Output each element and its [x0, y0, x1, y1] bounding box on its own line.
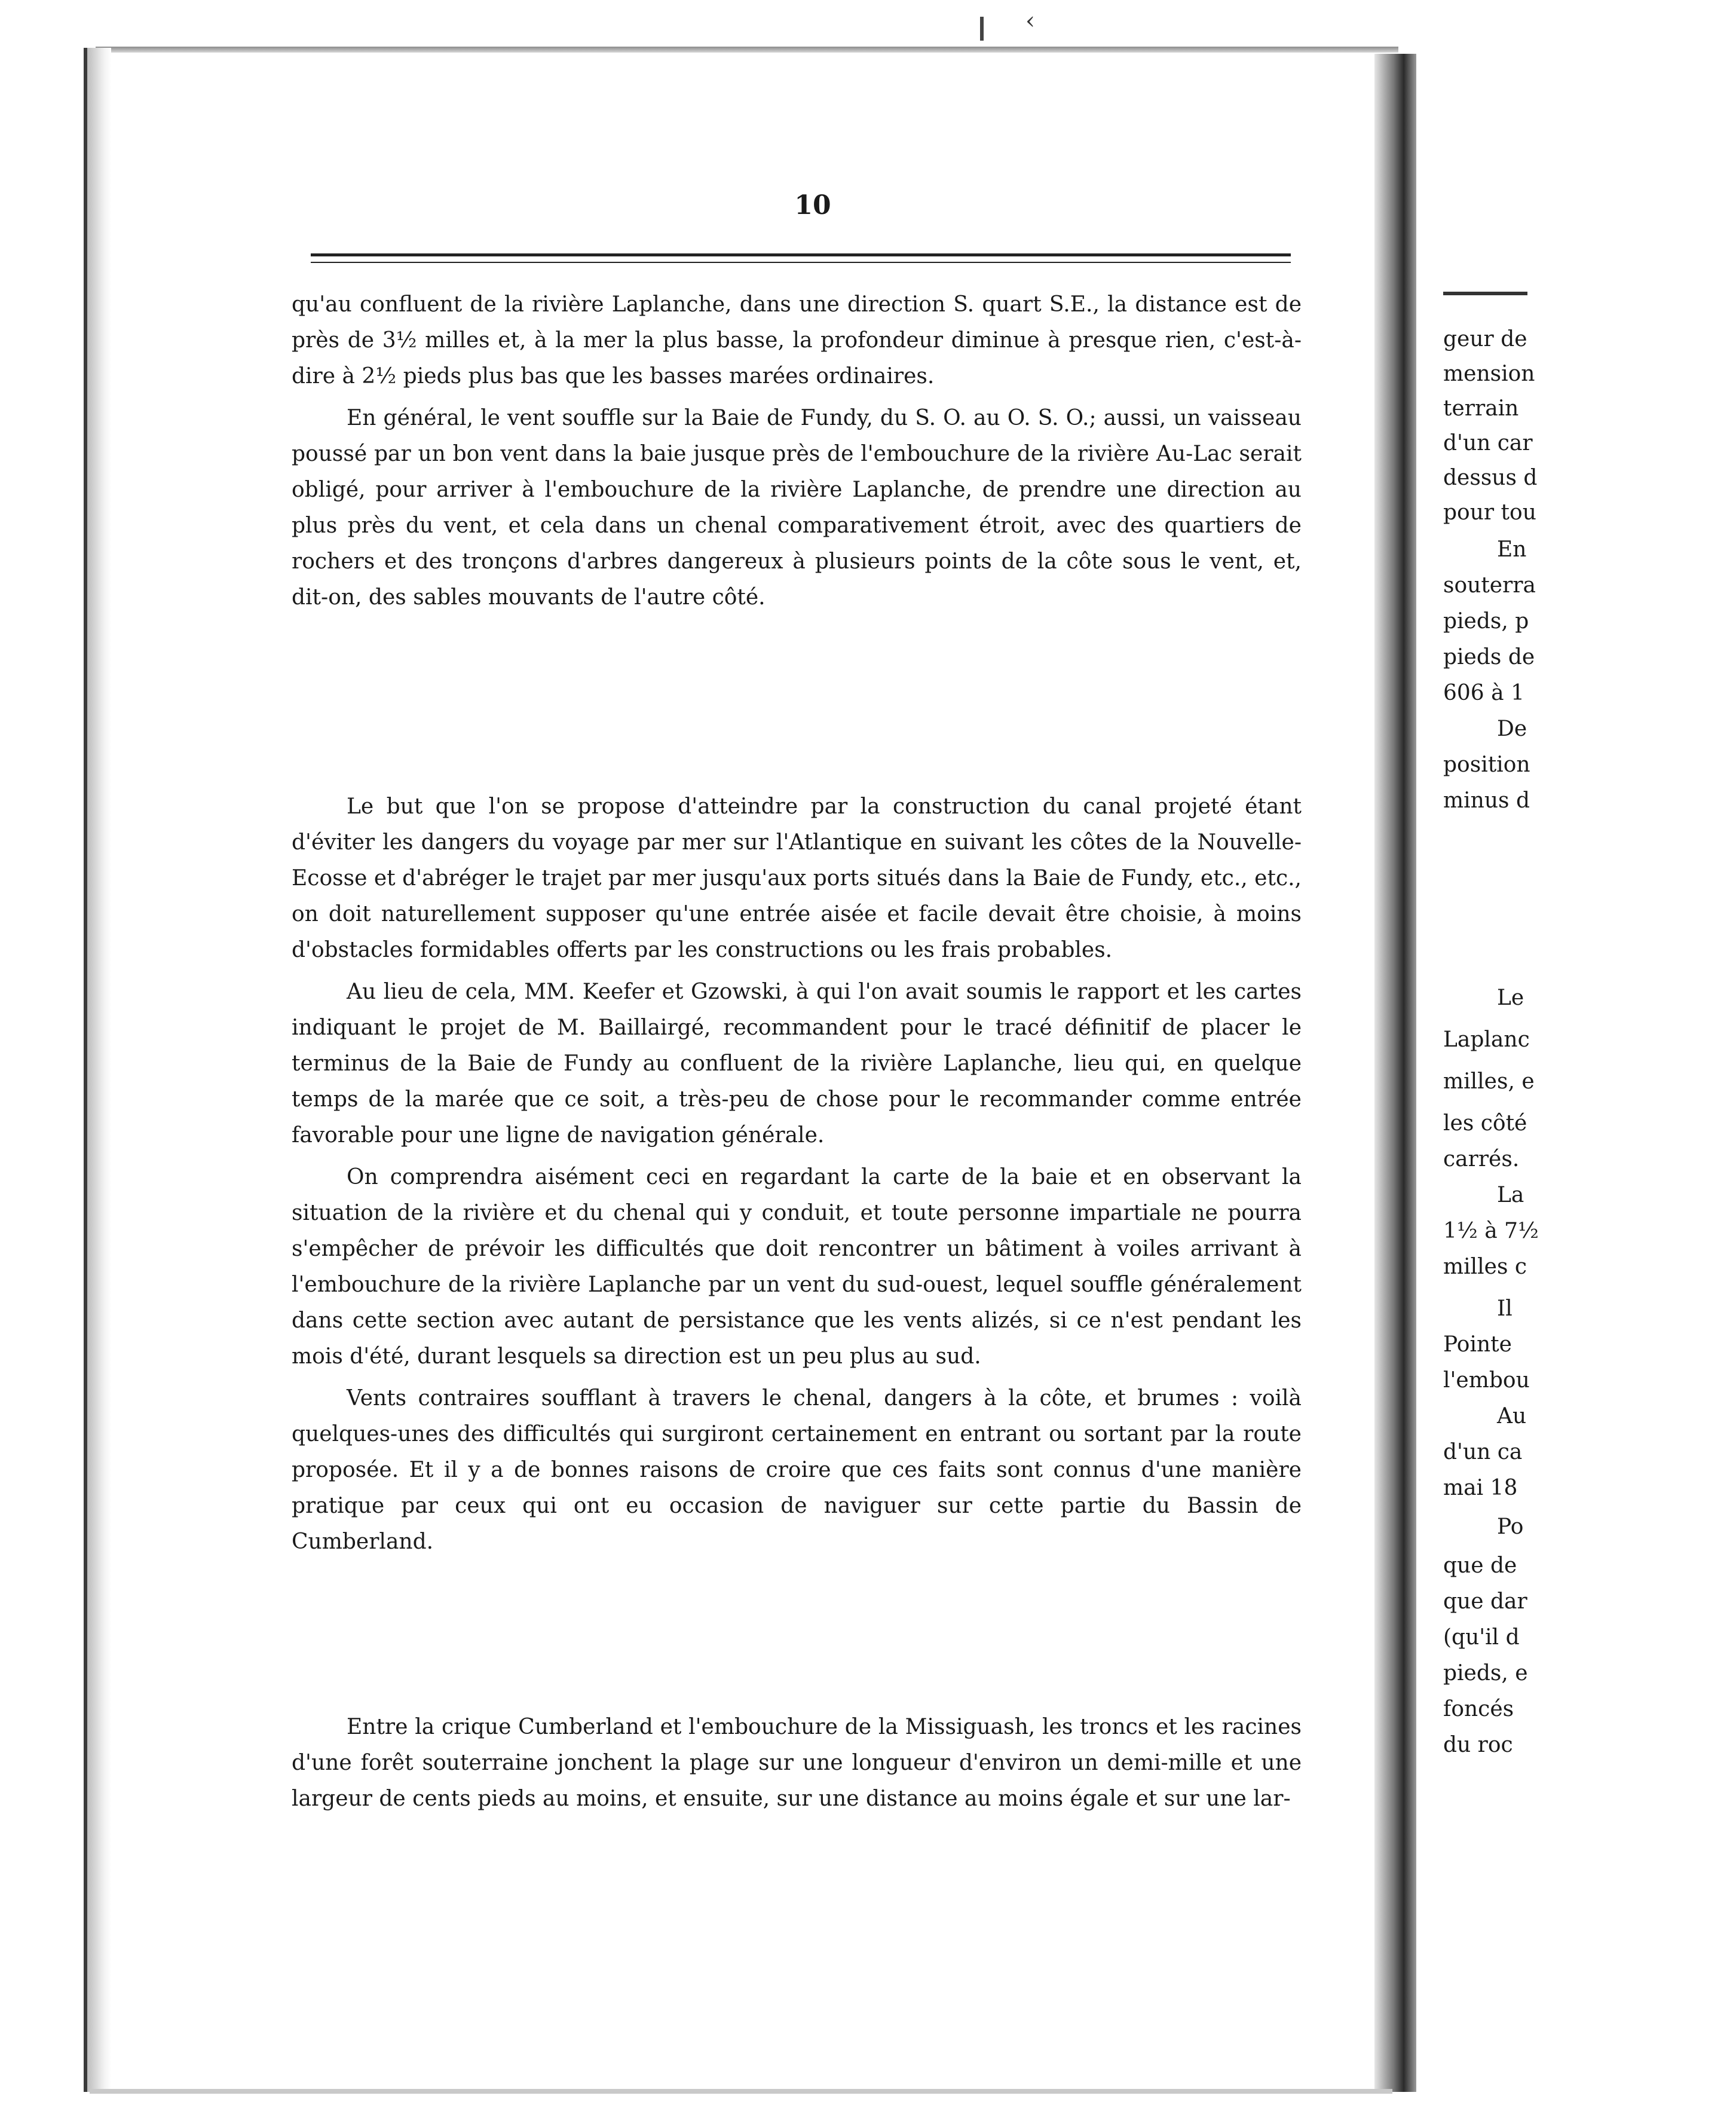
fragment-line: minus d — [1443, 788, 1530, 813]
paragraph: Au lieu de cela, MM. Keefer et Gzowski, à qui l'on avait soumis le rapport et les cartes indiquant le projet de M. Baillairgé, recommandent pour le tracé définitif de placer le terminus de la Baie de Fundy au confluent de la rivière Laplanche, lieu qui, en quelque temps de la marée que ce soit, a très-peu de chose pour le recommander comme entrée favorable pour une ligne de navigation générale. — [292, 980, 1302, 1148]
fragment-line: pieds, e — [1443, 1661, 1528, 1685]
fragment-line: Laplanc — [1443, 1027, 1530, 1052]
fragment-line: geur de — [1443, 327, 1527, 351]
fragment-line: De — [1497, 717, 1527, 741]
fragment-line: d'un ca — [1443, 1440, 1523, 1464]
header-rule-thick — [311, 253, 1291, 256]
fragment-line: position — [1443, 752, 1530, 777]
fragment-line: Le — [1497, 986, 1524, 1010]
paragraph: Vents contraires soufflant à travers le chenal, dangers à la côte, et brumes : voilà quelques-unes des difficultés qui surgiront certainement en entrant ou sortant par la route proposée. Et il y a de bonnes raisons de croire que ces faits sont connus d'une manière pratique par ceux qui ont eu occasion de naviguer sur cette partie du Bassin de Cumberland. — [292, 1386, 1302, 1554]
book-gutter — [1374, 54, 1416, 2092]
fragment-line: que dar — [1443, 1589, 1527, 1614]
fragment-line: pieds de — [1443, 645, 1535, 669]
facing-page-fragment — [1443, 0, 1539, 2123]
fragment-line: dessus d — [1443, 466, 1538, 490]
fragment-line: milles, e — [1443, 1069, 1535, 1094]
fragment-line: pieds, p — [1443, 609, 1529, 634]
page-number: 10 — [794, 190, 831, 221]
fragment-line: pour tou — [1443, 500, 1536, 525]
fragment-line: Il — [1497, 1296, 1513, 1321]
page-top-edge — [96, 47, 1398, 53]
fragment-line: Po — [1497, 1515, 1524, 1539]
fragment-line: que de — [1443, 1553, 1517, 1578]
fragment-line: 606 à 1 — [1443, 681, 1524, 705]
paragraph: Le but que l'on se propose d'atteindre par la construction du canal projeté étant d'éviter les dangers du voyage par mer sur l'Atlantique en suivant les côtes de la Nouvelle-Ecosse et d'abréger le trajet par mer jusqu'aux ports situés dans la Baie de Fundy, etc., etc., on doit naturellement supposer qu'une entrée aisée et facile devait être choisie, à moins d'obstacles formidables offerts par les constructions ou les frais probables. — [292, 794, 1302, 962]
paragraph: Entre la crique Cumberland et l'embouchure de la Missiguash, les troncs et les racines d'une forêt souterraine jonchent la plage sur une longueur d'environ un demi-mille et une largeur de cents pieds au moins, et ensuite, sur une distance au moins égale et sur une lar- — [292, 1715, 1302, 1811]
scan-mark-glyph: ‹ — [1025, 7, 1035, 35]
fragment-line: En — [1497, 537, 1527, 562]
fragment-line: Pointe — [1443, 1332, 1512, 1357]
paragraph: qu'au confluent de la rivière Laplanche, dans une direction S. quart S.E., la distance est de près de 3½ milles et, à la mer la plus basse, la profondeur diminue à presque rien, c'est-à-dire à 2½ pieds plus bas que les basses marées ordinaires. — [292, 292, 1302, 388]
text-block-bottom — [292, 1709, 1302, 1823]
fragment-line: souterra — [1443, 573, 1536, 598]
fragment-line: Au — [1497, 1404, 1527, 1428]
fragment-line: milles c — [1443, 1255, 1527, 1279]
paragraph: On comprendra aisément ceci en regardant la carte de la baie et en observant la situation de la rivière et du chenal qui y conduit, et toute personne impartiale ne pourra s'empêcher de prévoir les difficultés que doit rencontrer un bâtiment à voiles arrivant à l'embouchure de la rivière Laplanche par un vent du sud-ouest, lequel souffle généralement dans cette section avec autant de persistance que les vents alizés, si ce n'est pendant les mois d'été, durant lesquels sa direction est un peu plus au sud. — [292, 1165, 1302, 1369]
text-block-top — [292, 287, 1302, 622]
fragment-line: d'un car — [1443, 431, 1533, 455]
page-bottom-edge — [90, 2089, 1392, 2094]
header-rule-thin — [311, 262, 1291, 263]
fragment-line: mension — [1443, 362, 1535, 386]
fragment-line: carrés. — [1443, 1147, 1520, 1171]
facing-page-rule — [1443, 292, 1527, 295]
page-left-edge — [84, 48, 111, 2092]
fragment-line: (qu'il d — [1443, 1625, 1520, 1650]
fragment-line: terrain — [1443, 396, 1519, 421]
paragraph: En général, le vent souffle sur la Baie de Fundy, du S. O. au O. S. O.; aussi, un vaisseau poussé par un bon vent dans la baie jusque près de l'embouchure de la rivière Au-Lac serait obligé, pour arriver à l'embouchure de la rivière Laplanche, de prendre une direction au plus près du vent, et cela dans un chenal comparativement étroit, avec des quartiers de rochers et des tronçons d'arbres dangereux à plusieurs points de la côte sous le vent, et, dit-on, des sables mouvants de l'autre côté. — [292, 406, 1302, 610]
fragment-line: mai 18 — [1443, 1476, 1518, 1500]
text-block-middle — [292, 789, 1302, 1566]
scan-mark — [980, 17, 984, 41]
fragment-line: du roc — [1443, 1733, 1513, 1757]
fragment-line: l'embou — [1443, 1368, 1530, 1393]
fragment-line: les côté — [1443, 1111, 1527, 1136]
fragment-line: La — [1497, 1183, 1524, 1207]
fragment-line: foncés — [1443, 1697, 1514, 1721]
fragment-line: 1½ à 7½ — [1443, 1219, 1539, 1243]
